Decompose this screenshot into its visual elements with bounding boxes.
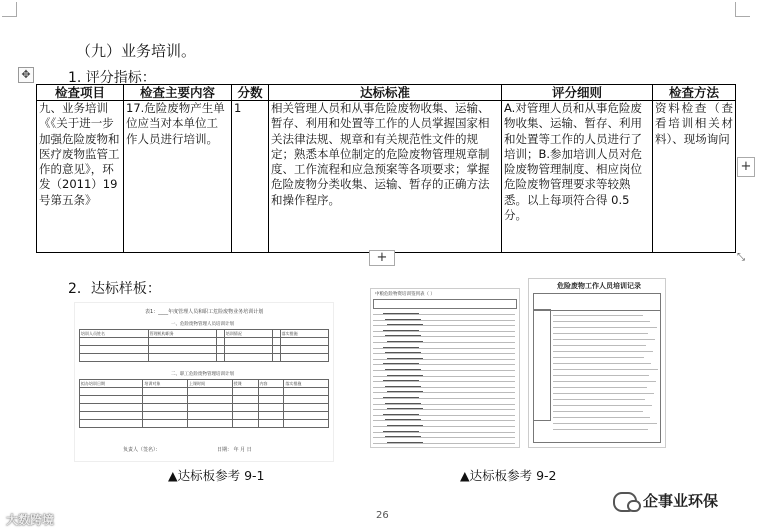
handwriting-mark (383, 344, 419, 348)
header-cell: 达标标准 (269, 85, 502, 101)
record-text-line (553, 327, 657, 328)
sample2-left-title: 中粮危险物资培训签到表（ ） (375, 292, 435, 297)
record-text-line (553, 345, 646, 346)
subsection-title: 1. 评分指标： (68, 70, 156, 86)
sample1-grid1 (79, 329, 329, 362)
watermark-right-text: 企事业环保 (643, 492, 719, 510)
record-side (533, 309, 551, 421)
grid-cell: 落实措施 (284, 380, 329, 388)
table-header-row (37, 85, 736, 101)
record-text-line (553, 369, 658, 370)
handwriting-mark (387, 388, 423, 392)
grid-cell: 授课 (232, 380, 258, 388)
record-text-line (553, 423, 657, 424)
handwriting-mark (387, 355, 423, 359)
record-text-line (553, 393, 654, 394)
header-cell: 检查项目 (37, 85, 124, 101)
grid-cell: 培训对象 (143, 380, 188, 388)
wechat-icon (613, 492, 637, 512)
sample1-band1: 一、危险废物管理人员培训计划 (171, 322, 234, 327)
grid-cell (273, 330, 281, 338)
watermark-left: 大数跨境 (6, 513, 55, 527)
table-row (37, 101, 736, 253)
handwriting-mark (385, 366, 421, 370)
caption-9-1: ▲达标板参考 9-1 (168, 468, 265, 483)
grid-cell: 内容 (258, 380, 284, 388)
handwriting-mark (385, 316, 421, 320)
handwriting-mark (387, 372, 423, 376)
record-text-line (553, 315, 643, 316)
sample1-sign: 负责人（签名）： (123, 447, 161, 453)
crop-mark (2, 2, 17, 17)
signin-header (373, 299, 517, 309)
header-cell: 分数 (232, 85, 269, 101)
record-text-line (553, 387, 647, 388)
sample1-date: 日期： 年 月 日 (217, 447, 252, 453)
record-text-line (553, 429, 648, 430)
handwriting-mark (385, 349, 421, 353)
handwriting-mark (387, 321, 423, 325)
record-text-line (553, 405, 652, 406)
handwriting-mark (383, 377, 419, 381)
handwriting-mark (385, 332, 421, 336)
grid-cell: 培训情况 (224, 330, 272, 338)
record-text-line (553, 357, 644, 358)
record-text-line (553, 417, 650, 418)
handwriting-mark (387, 405, 423, 409)
header-cell: 评分细则 (502, 85, 653, 101)
sample1-grid2 (79, 379, 329, 428)
grid-cell: 拟办培训日期 (80, 380, 143, 388)
header-cell: 检查方法 (653, 85, 736, 101)
record-text-line (553, 351, 653, 352)
handwriting-mark (385, 416, 421, 420)
handwriting-mark (383, 411, 419, 415)
caption-9-2: ▲达标板参考 9-2 (460, 468, 557, 483)
handwriting-mark (383, 310, 419, 314)
handwriting-mark (385, 400, 421, 404)
handwriting-mark (383, 394, 419, 398)
grid-cell: 落实措施 (280, 330, 328, 338)
record-text-line (553, 339, 655, 340)
grid-cell (217, 330, 225, 338)
watermark-right (613, 490, 718, 512)
handwriting-mark (383, 327, 419, 331)
record-text-line (553, 363, 651, 364)
add-row-button[interactable]: + (369, 250, 395, 266)
record-text-line (553, 381, 656, 382)
sample-image-9-1 (74, 302, 334, 462)
record-text-line (553, 333, 648, 334)
cell-item[interactable]: 九、业务培训《《关于进一步加强危险废物和医疗废物监管工作的意见》，环发（2011）19 号第五条》 (37, 101, 124, 253)
handwriting-mark (387, 439, 423, 443)
cell-score[interactable]: 1 (232, 101, 269, 253)
crop-mark (735, 2, 750, 17)
scoring-table (36, 84, 736, 253)
add-column-button[interactable]: + (737, 157, 755, 177)
handwriting-mark (385, 433, 421, 437)
grid-cell: 管理机构职务 (148, 330, 217, 338)
record-text-line (553, 375, 649, 376)
handwriting-mark (387, 338, 423, 342)
grid-cell: 上课时间 (188, 380, 233, 388)
table-move-handle-icon[interactable]: ✥ (18, 67, 34, 83)
sample1-band2: 二、职工危险废物管理培训计划 (171, 372, 234, 377)
cell-content[interactable]: 17.危险废物产生单位应当对本单位工作人员进行培训。 (124, 101, 232, 253)
sample2-right-title: 危险废物工作人员培训记录 (557, 282, 641, 290)
sample-image-9-2-record (528, 278, 666, 448)
record-head (533, 293, 661, 311)
cell-standard[interactable]: 相关管理人员和从事危险废物收集、运输、暂存、利用和处置等工作的人员掌握国家相关法律法规、规章和有关规范性文件的规定；熟悉本单位制定的危险废物管理规章制度、工作流程和应急预案等各项要求；掌握危险废物分类收集、运输、暂存的正确方法和操作程序。 (269, 101, 502, 253)
cell-rules[interactable]: A.对管理人员和从事危险废物收集、运输、暂存、利用和处置等工作的人员进行了培训；B.参加培训人员对危险废物管理制度、相应岗位危险废物管理要求等较熟悉。以上每项符合得 0.5 分。 (502, 101, 653, 253)
section-title: （九）业务培训。 (76, 42, 197, 60)
table-resize-handle-icon[interactable]: ⤡ (737, 252, 745, 263)
record-text-line (553, 321, 650, 322)
handwriting-mark (383, 428, 419, 432)
sample-image-9-2-signin (370, 288, 520, 448)
grid-cell: 培训人员姓名 (80, 330, 149, 338)
handwriting-mark (387, 422, 423, 426)
cell-method[interactable]: 资料检查（查看培训相关材料）、现场询问 (653, 101, 736, 253)
handwriting-mark (383, 360, 419, 364)
samples-title: 2．达标样板： (68, 281, 161, 297)
record-text-line (553, 411, 643, 412)
record-text-line (553, 399, 645, 400)
page-number: 26 (376, 510, 389, 521)
header-cell: 检查主要内容 (124, 85, 232, 101)
handwriting-mark (385, 383, 421, 387)
sample1-title: 表1：____年度管理人员和职工危险废物业务培训计划 (145, 309, 264, 315)
